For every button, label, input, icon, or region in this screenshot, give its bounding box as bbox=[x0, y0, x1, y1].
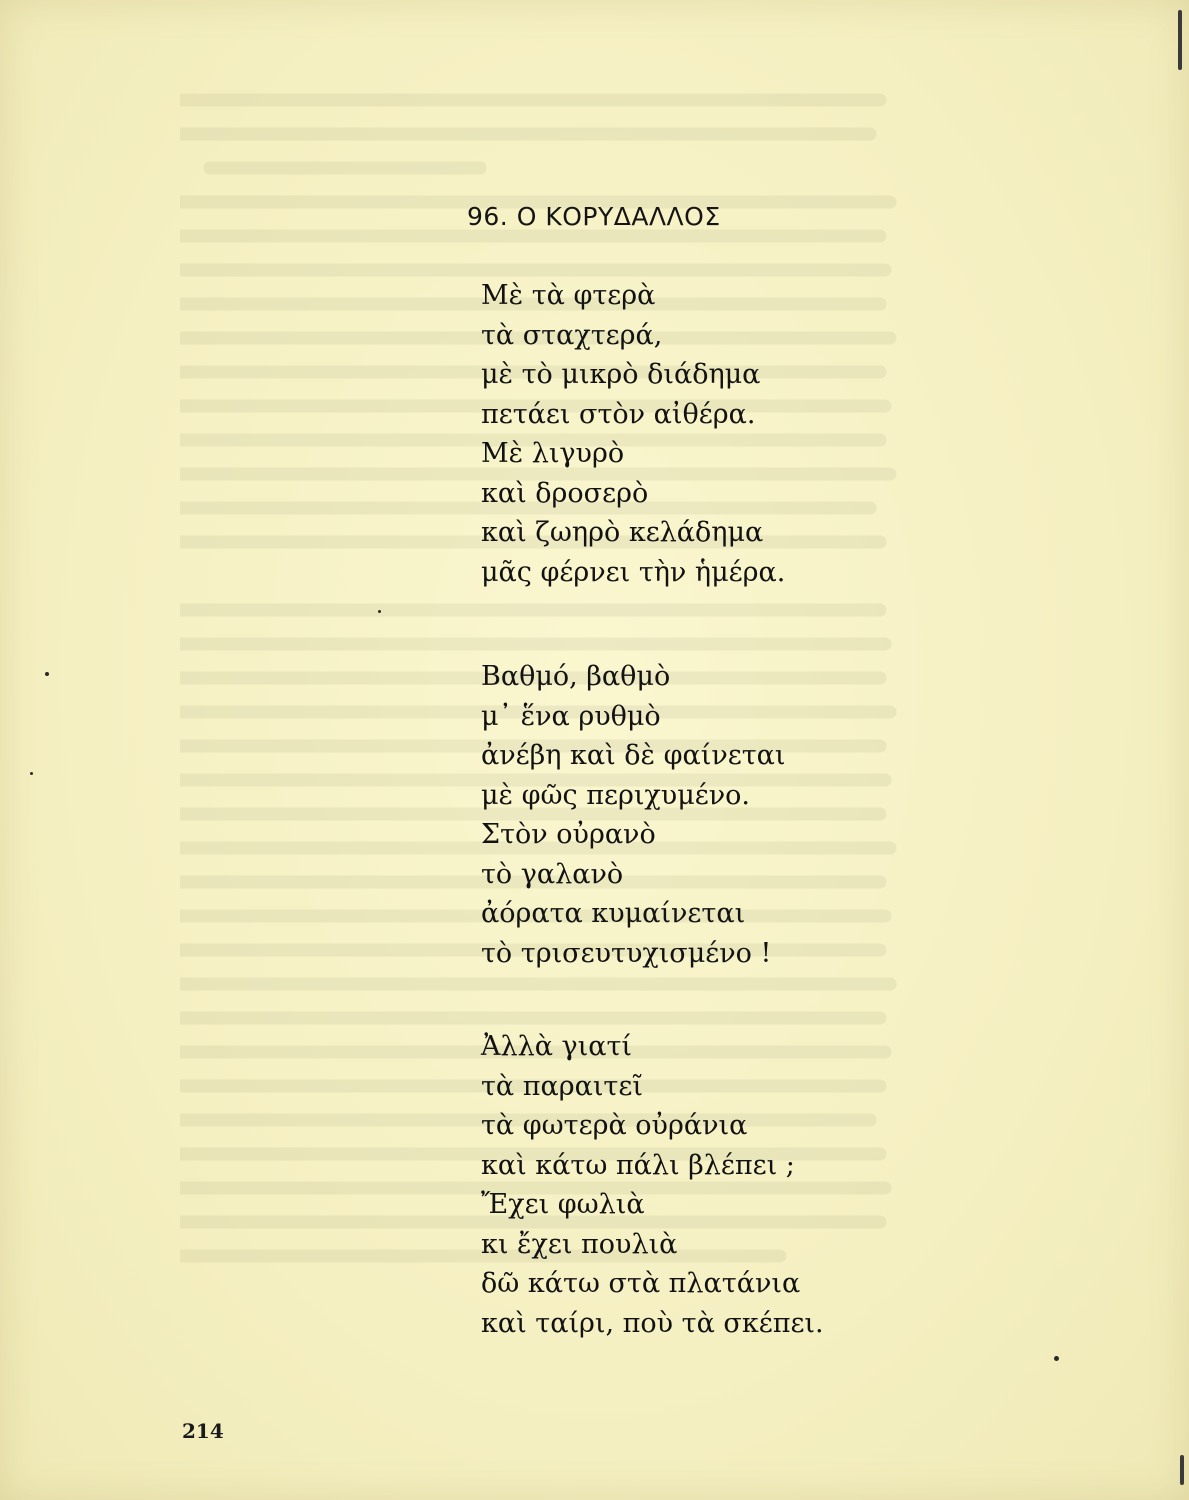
poem-line: πετάει στὸν αἰθέρα. bbox=[481, 398, 756, 430]
poem-title: 96. Ο ΚΟΡΥΔΑΛΛΟΣ bbox=[467, 202, 721, 231]
ink-speck bbox=[378, 610, 381, 613]
page-edge-mark bbox=[1180, 1455, 1184, 1485]
poem-line: τὰ σταχτερά, bbox=[481, 319, 663, 351]
poem-line: καὶ δροσερὸ bbox=[481, 477, 649, 509]
page-number: 214 bbox=[182, 1419, 224, 1443]
ink-speck bbox=[30, 772, 33, 775]
poem-line: δῶ κάτω στὰ πλατάνια bbox=[481, 1268, 801, 1299]
stanza bbox=[481, 1027, 824, 1343]
stanza bbox=[481, 276, 785, 592]
poem-line: Βαθμό, βαθμὸ bbox=[481, 661, 671, 692]
poem-line: κι ἔχει πουλιὰ bbox=[481, 1228, 678, 1260]
ink-speck bbox=[45, 672, 49, 676]
poem-line: Μὲ λιγυρὸ bbox=[481, 438, 625, 469]
stanza bbox=[481, 657, 786, 973]
poem-line: Ἀλλὰ γιατί bbox=[481, 1031, 633, 1062]
poem-line: τὰ φωτερὰ οὐράνια bbox=[481, 1110, 748, 1141]
poem-line: μὲ φῶς περιχυμένο. bbox=[481, 779, 750, 811]
poem-line: μ᾿ ἕνα ρυθμὸ bbox=[481, 700, 661, 732]
poem-line: καὶ ζωηρὸ κελάδημα bbox=[481, 517, 764, 548]
poem-line: Στὸν οὐρανὸ bbox=[481, 819, 656, 850]
poem-line: καὶ κάτω πάλι βλέπει ; bbox=[481, 1149, 795, 1181]
page-edge-mark bbox=[1178, 10, 1182, 70]
poem-line: ἀόρατα κυμαίνεται bbox=[481, 898, 746, 929]
poem-line: Ἔχει φωλιὰ bbox=[481, 1189, 645, 1220]
poem-line: ἀνέβη καὶ δὲ φαίνεται bbox=[481, 740, 786, 771]
poem-line: καὶ ταίρι, ποὺ τὰ σκέπει. bbox=[481, 1307, 824, 1339]
poem-line: μᾶς φέρνει τὴν ἡμέρα. bbox=[481, 556, 786, 588]
ink-speck bbox=[1054, 1356, 1059, 1361]
poem-line: τὸ τρισευτυχισμένο ! bbox=[481, 937, 772, 969]
poem-line: μὲ τὸ μικρὸ διάδημα bbox=[481, 359, 761, 390]
poem-line: τὸ γαλανὸ bbox=[481, 858, 624, 890]
poem-line: τὰ παραιτεῖ bbox=[481, 1070, 643, 1102]
poem-line: Μὲ τὰ φτερὰ bbox=[481, 280, 656, 311]
